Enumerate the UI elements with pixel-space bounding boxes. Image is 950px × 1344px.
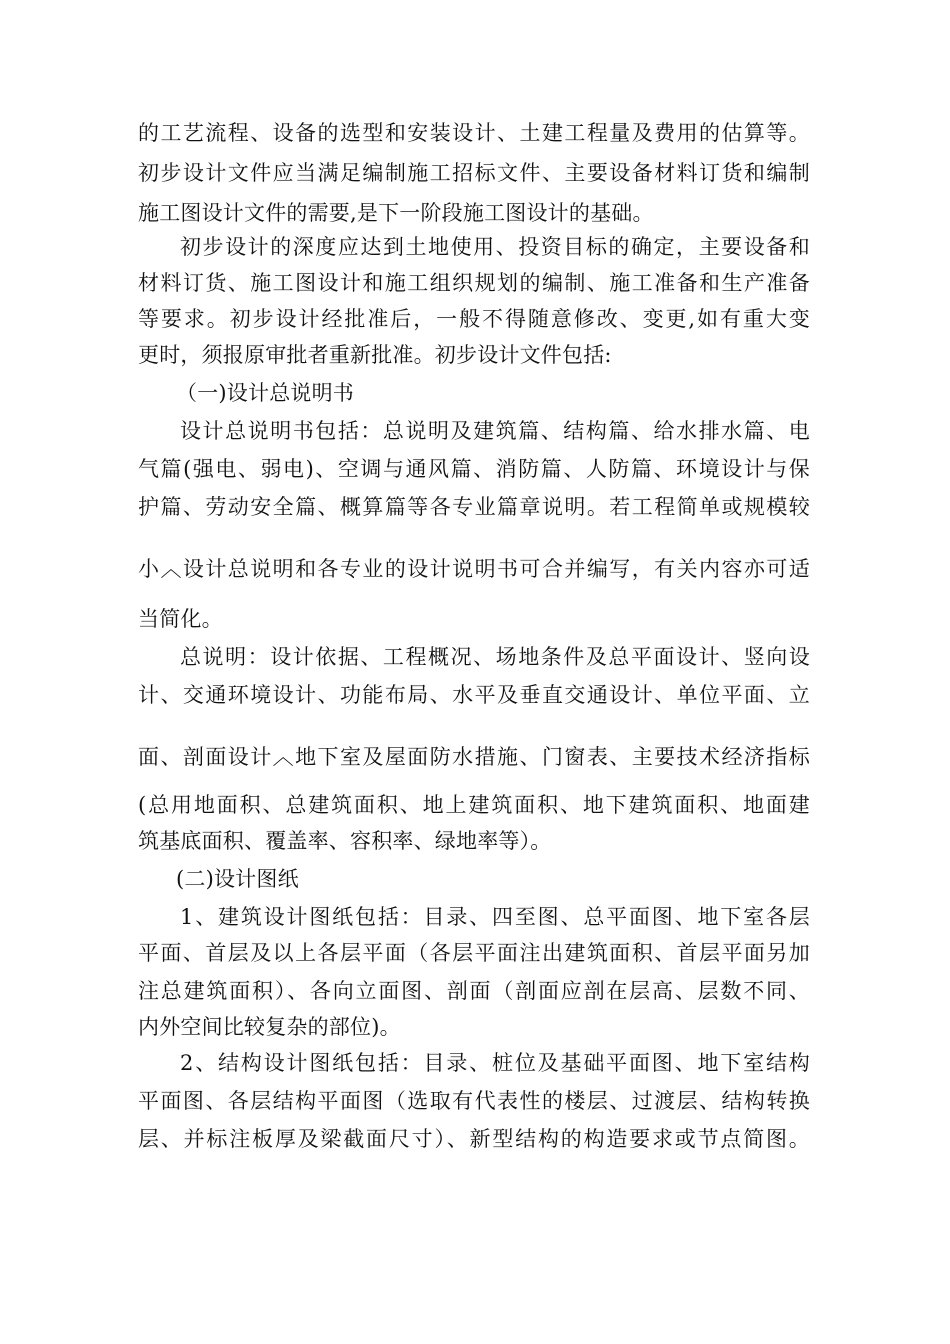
paragraph-line: 当简化。	[138, 607, 223, 631]
paragraph-line: 1、建筑设计图纸包括：目录、四至图、总平面图、地下室各层	[180, 905, 810, 929]
paragraph-line: 等要求。初步设计经批准后，一般不得随意修改、变更,如有重大变	[138, 307, 810, 331]
paragraph-line: 初步设计文件应当满足编制施工招标文件、主要设备材料订货和编制	[138, 161, 810, 185]
paragraph-line: 层、并标注板厚及梁截面尺寸）、新型结构的构造要求或节点简图。	[138, 1127, 810, 1151]
paragraph-line: 更时，须报原审批者重新批准。初步设计文件包括:	[138, 343, 612, 367]
paragraph-line: 计、交通环境设计、功能布局、水平及垂直交通设计、单位平面、立	[138, 683, 810, 707]
paragraph-line: 设计总说明书包括：总说明及建筑篇、结构篇、给水排水篇、电	[180, 419, 810, 443]
paragraph-line: 内外空间比较复杂的部位)。	[138, 1015, 401, 1039]
paragraph-line: (总用地面积、总建筑面积、地上建筑面积、地下建筑面积、地面建	[138, 793, 810, 817]
paragraph-line: 气篇(强电、弱电)、空调与通风篇、消防篇、人防篇、环境设计与保	[138, 457, 810, 481]
paragraph-line: 面、剖面设计︿地下室及屋面防水措施、门窗表、主要技术经济指标	[138, 745, 810, 769]
paragraph-line: 平面、首层及以上各层平面（各层平面注出建筑面积、首层平面另加	[138, 941, 810, 965]
paragraph-line: 材料订货、施工图设计和施工组织规划的编制、施工准备和生产准备	[138, 271, 810, 295]
paragraph-line: 筑基底面积、覆盖率、容积率、绿地率等）。	[138, 829, 552, 853]
paragraph-line: 总说明：设计依据、工程概况、场地条件及总平面设计、竖向设	[180, 645, 810, 669]
section-heading: (二)设计图纸	[176, 867, 299, 891]
paragraph-line: 护篇、劳动安全篇、概算篇等各专业篇章说明。若工程简单或规模较	[138, 495, 810, 519]
paragraph-line: 2、结构设计图纸包括：目录、桩位及基础平面图、地下室结构	[180, 1051, 810, 1075]
paragraph-line: 施工图设计文件的需要,是下一阶段施工图设计的基础。	[138, 201, 654, 225]
section-heading: （一)设计总说明书	[176, 381, 354, 405]
paragraph-line: 小︿设计总说明和各专业的设计说明书可合并编写，有关内容亦可适	[138, 557, 810, 581]
paragraph-line: 平面图、各层结构平面图（选取有代表性的楼层、过渡层、结构转换	[138, 1089, 810, 1113]
paragraph-line: 初步设计的深度应达到土地使用、投资目标的确定，主要设备和	[180, 235, 810, 259]
paragraph-line: 的工艺流程、设备的选型和安装设计、土建工程量及费用的估算等。	[138, 121, 810, 145]
paragraph-line: 注总建筑面积）、各向立面图、剖面（剖面应剖在层高、层数不同、	[138, 979, 810, 1003]
